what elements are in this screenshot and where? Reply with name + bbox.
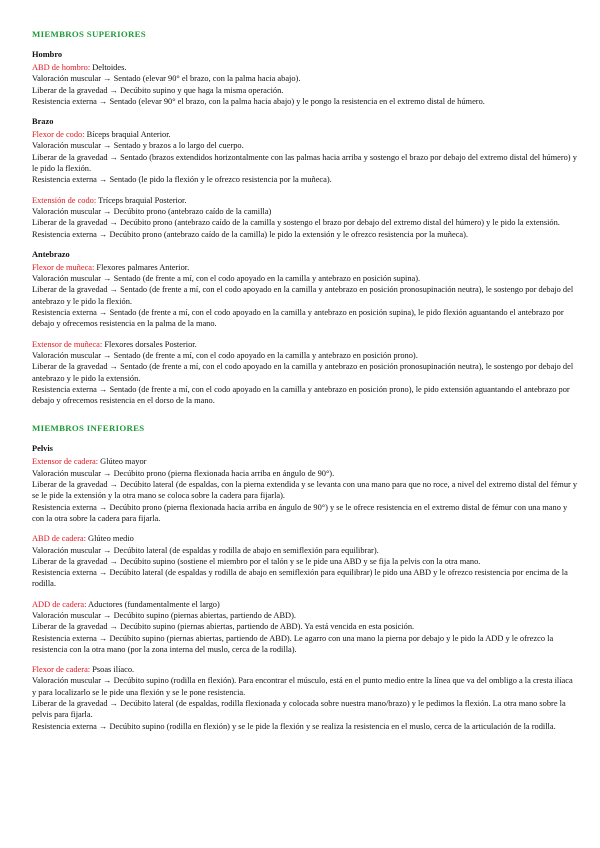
pelvis-add-resistencia: Resistencia externa → Decúbito supino (piernas abiertas, partiendo de ABD). Le agarro con una mano la pierna por debajo y le pido la ADD y le ofrezco la resistencia con la otra mano (por la zona interna del muslo, cerca de la rodilla).: [32, 633, 554, 654]
antebrazo-flexor-resistencia: Resistencia externa → Sentado (de frente a mí, con el codo apoyado en la camilla y antebrazo en posición supina), le pido flexión aguantando el antebrazo por debajo y ofrecemos resistencia en la palma de la mano.: [32, 308, 564, 329]
pelvis-add-block: [32, 599, 578, 655]
pelvis-abd-muscle: Glúteo medio: [85, 534, 134, 544]
hombro-block: [32, 49, 578, 107]
subsection-title-antebrazo: Antebrazo: [32, 249, 70, 259]
pelvis-add-muscle: Aductores (fundamentalmente el largo): [86, 599, 220, 609]
pelvis-flexor-heading: [32, 664, 578, 675]
brazo-extensor-valoracion: Valoración muscular → Decúbito prono (antebrazo caído de la camilla): [32, 206, 272, 216]
subsection-title-pelvis: Pelvis: [32, 444, 53, 454]
hombro-abd-valoracion: Valoración muscular → Sentado (elevar 90° el brazo, con la palma hacia abajo).: [32, 74, 301, 84]
brazo-flexor-heading: [32, 129, 578, 140]
antebrazo-flexor-valoracion: Valoración muscular → Sentado (de frente a mí, con el codo apoyado en la camilla y antebrazo en posición supina).: [32, 274, 421, 284]
brazo-extensor-liberar: Liberar de la gravedad → Decúbito prono (antebrazo caído de la camilla y sostengo el brazo por debajo del extremo distal del húmero) y le pido la extensión.: [32, 218, 560, 228]
antebrazo-extensor-muscle: Flexores dorsales Posterior.: [102, 339, 197, 349]
hombro-abd-heading: [32, 62, 578, 73]
antebrazo-extensor-heading: [32, 339, 578, 350]
pelvis-flexor-resistencia: Resistencia externa → Decúbito supino (rodilla en flexión) y se le pide la flexión y se realiza la resistencia en el muslo, cerca de la articulación de la rodilla.: [32, 721, 556, 731]
pelvis-abd-valoracion: Valoración muscular → Decúbito lateral (de espaldas y rodilla de abajo en semiflexión para equilibrar).: [32, 545, 379, 555]
section-title-inferiores: MIEMBROS INFERIORES: [32, 423, 145, 434]
brazo-flexor-resistencia: Resistencia externa → Sentado (le pido la flexión y le ofrezco resistencia por la muñeca).: [32, 175, 332, 185]
pelvis-extensor-block: [32, 443, 578, 524]
pelvis-extensor-heading: [32, 456, 578, 467]
antebrazo-flexor-liberar: Liberar de la gravedad → Sentado (de frente a mí, con el codo apoyado en la camilla y antebrazo en posición pronosupinación neutra), le sostengo por debajo del antebrazo y le pido la flexión.: [32, 285, 574, 306]
brazo-extensor-label: Extensión de codo:: [32, 195, 97, 205]
pelvis-add-liberar: Liberar de la gravedad → Decúbito supino (piernas abiertas, partiendo de ABD). Ya está vencida en esta posición.: [32, 622, 415, 632]
pelvis-abd-liberar: Liberar de la gravedad → Decúbito supino (sostiene el miembro por el talón y se le pide una ABD y se fija la pelvis con la otra mano.: [32, 556, 481, 566]
brazo-flexor-label: Flexor de codo:: [32, 130, 85, 140]
pelvis-abd-heading: [32, 533, 578, 544]
pelvis-abd-resistencia: Resistencia externa → Decúbito lateral (de espaldas y rodilla de abajo en semiflexión para equilibrar) le pido una ABD y le ofrezco resistencia por encima de la rodilla.: [32, 568, 568, 589]
pelvis-flexor-liberar: Liberar de la gravedad → Decúbito lateral (de espaldas, rodilla flexionada y colocada sobre nuestra mano/brazo) y le pedimos la flexión. La otra mano sobre la pelvis para fijarla.: [32, 699, 566, 720]
brazo-flexor-block: [32, 116, 578, 185]
pelvis-abd-block: [32, 533, 578, 589]
antebrazo-extensor-resistencia: Resistencia externa → Sentado (de frente a mí, con el codo apoyado en la camilla y antebrazo en posición prono), le pido extensión aguantando el antebrazo por debajo y ofrecemos resistencia en el dorso de la mano.: [32, 384, 570, 406]
subsection-title-brazo: Brazo: [32, 117, 54, 127]
pelvis-add-heading: [32, 599, 578, 610]
antebrazo-flexor-block: [32, 249, 578, 330]
antebrazo-extensor-label: Extensor de muñeca:: [32, 339, 103, 349]
pelvis-extensor-resistencia: Resistencia externa → Decúbito prono (pierna flexionada hacia arriba en ángulo de 90°) y se le ofrece resistencia en el extremo distal de fémur con una mano y con la otra sobre la cadera para fijarla.: [32, 502, 568, 523]
brazo-flexor-liberar: Liberar de la gravedad → Sentado (brazos extendidos horizontalmente con las palmas hacia arriba y sostengo el brazo por debajo del extremo distal del húmero) y le pido la flexión.: [32, 152, 577, 174]
pelvis-abd-label: ABD de cadera:: [32, 534, 86, 544]
antebrazo-extensor-block: [32, 339, 578, 407]
antebrazo-extensor-liberar: Liberar de la gravedad → Sentado (de frente a mí, con el codo apoyado en la camilla y antebrazo en posición pronosupinación neutra), le sostengo por debajo del antebrazo y le pido la extensión.: [32, 362, 574, 383]
antebrazo-flexor-heading: [32, 262, 578, 273]
antebrazo-flexor-label: Flexor de muñeca:: [32, 262, 95, 272]
hombro-abd-label: ABD de hombro:: [32, 63, 91, 72]
pelvis-flexor-block: [32, 664, 578, 732]
section-title-superiores: MIEMBROS SUPERIORES: [32, 29, 146, 39]
brazo-flexor-muscle: Bíceps braquial Anterior.: [84, 130, 171, 140]
brazo-flexor-valoracion: Valoración muscular → Sentado y brazos a lo largo del cuerpo.: [32, 141, 244, 151]
pelvis-extensor-muscle: Glúteo mayor: [98, 457, 147, 467]
brazo-extensor-muscle: Tríceps braquial Posterior.: [96, 195, 187, 205]
antebrazo-flexor-muscle: Flexores palmares Anterior.: [94, 262, 190, 272]
brazo-extensor-heading: [32, 195, 578, 206]
pelvis-flexor-valoracion: Valoración muscular → Decúbito supino (rodilla en flexión). Para encontrar el músculo, está en el punto medio entre la línea que va del ombligo a la cresta ilíaca y para localizarlo se le pide una flexión y se le pone resistencia.: [32, 676, 573, 697]
hombro-abd-resistencia: Resistencia externa → Sentado (elevar 90° el brazo, con la palma hacia abajo) y le pongo la resistencia en el extremo distal de húmero.: [32, 96, 485, 106]
brazo-extensor-resistencia: Resistencia externa → Decúbito prono (antebrazo caído de la camilla) le pido la extensión y le ofrezco resistencia por la muñeca).: [32, 229, 469, 239]
pelvis-extensor-label: Extensor de cadera:: [32, 457, 99, 467]
hombro-abd-muscle: Deltoides.: [90, 63, 127, 72]
subsection-title-hombro: Hombro: [32, 50, 63, 59]
pelvis-add-valoracion: Valoración muscular → Decúbito supino (piernas abiertas, partiendo de ABD).: [32, 610, 296, 620]
hombro-abd-liberar: Liberar de la gravedad → Decúbito supino y que haga la misma operación.: [32, 85, 284, 95]
pelvis-flexor-label: Flexor de cadera:: [32, 665, 91, 675]
antebrazo-extensor-valoracion: Valoración muscular → Sentado (de frente a mí, con el codo apoyado en la camilla y antebrazo en posición prono).: [32, 350, 418, 360]
pelvis-add-label: ADD de cadera:: [32, 599, 87, 609]
brazo-extensor-block: [32, 195, 578, 240]
pelvis-extensor-liberar: Liberar de la gravedad → Decúbito lateral (de espaldas, con la pierna extendida y se levanta con una mano para que no roce, a nivel del extremo distal del fémur y se le pide la extensión y la otra mano se coloca sobre la cadera para fijarla).: [32, 480, 578, 501]
pelvis-flexor-muscle: Psoas ilíaco.: [90, 665, 135, 675]
pelvis-extensor-valoracion: Valoración muscular → Decúbito prono (pierna flexionada hacia arriba en ángulo de 90°).: [32, 468, 335, 478]
